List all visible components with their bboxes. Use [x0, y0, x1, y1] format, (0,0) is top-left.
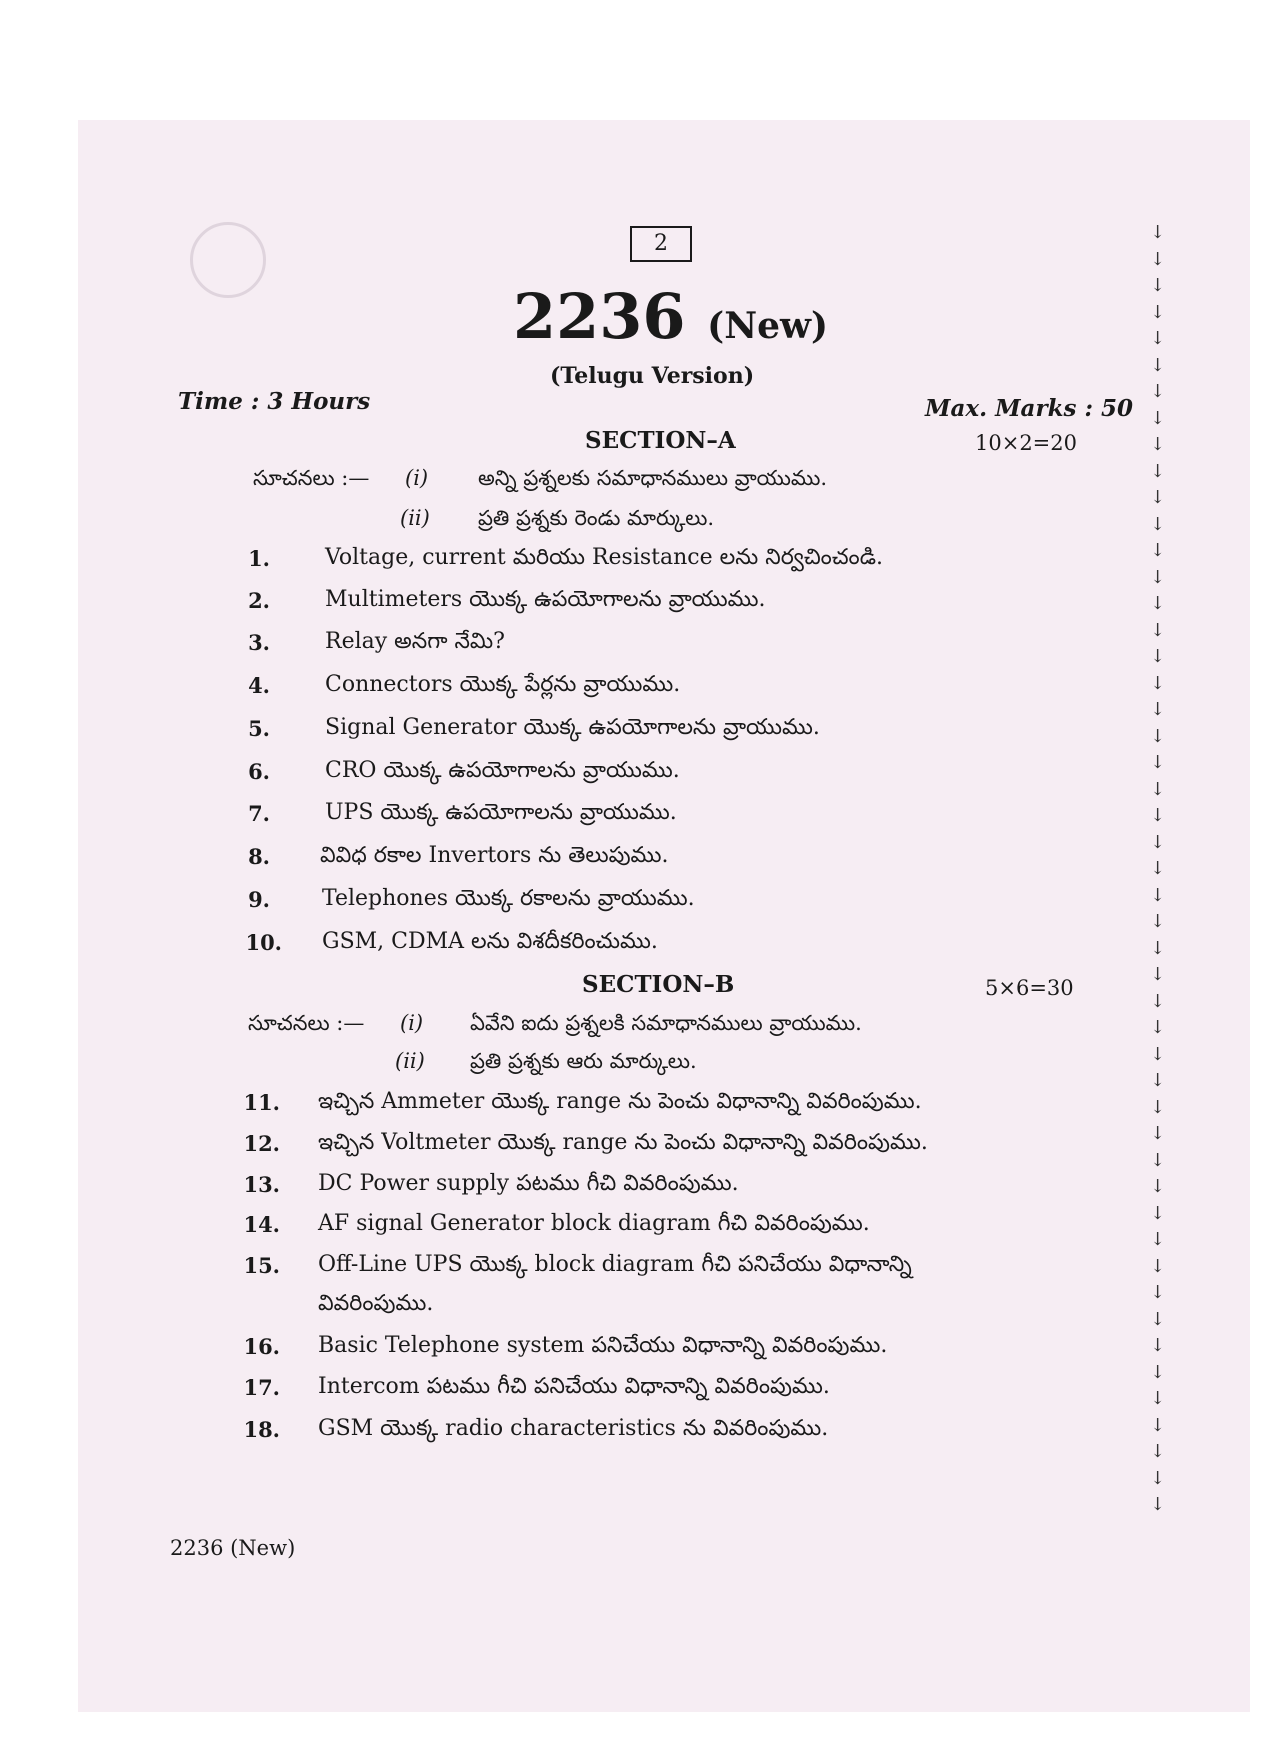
question-text: GSM యొక్క radio characteristics ను వివరింపుము.: [318, 1416, 829, 1441]
question-number: 8.: [248, 844, 270, 869]
down-arrow-icon: ↓: [1150, 1097, 1166, 1118]
version-label: (Telugu Version): [550, 363, 755, 389]
down-arrow-icon: ↓: [1150, 461, 1166, 482]
section-a-note-num: (ii): [400, 506, 430, 530]
section-a-note-text: ప్రతి ప్రశ్నకు రెండు మార్కులు.: [478, 506, 715, 530]
question-number: 3.: [248, 630, 270, 655]
section-a-note-label: సూచనలు :—: [253, 466, 370, 490]
down-arrow-icon: ↓: [1150, 222, 1166, 243]
question-number: 6.: [248, 759, 270, 784]
down-arrow-icon: ↓: [1150, 911, 1166, 932]
section-b-note-label: సూచనలు :—: [248, 1011, 365, 1035]
question-number: 10.: [245, 930, 282, 955]
question-text: Voltage, current మరియు Resistance లను నిర్వచించండి.: [325, 545, 883, 570]
question-text: Multimeters యొక్క ఉపయోగాలను వ్రాయుము.: [325, 587, 766, 612]
down-arrow-icon: ↓: [1150, 302, 1166, 323]
section-b-note-text: ఏవేని ఐదు ప్రశ్నలకి సమాధానములు వ్రాయుము.: [470, 1011, 862, 1035]
down-arrow-icon: ↓: [1150, 1309, 1166, 1330]
down-arrow-icon: ↓: [1150, 567, 1166, 588]
question-text: UPS యొక్క ఉపయోగాలను వ్రాయుము.: [325, 800, 677, 825]
section-b-note-num: (i): [400, 1011, 424, 1035]
down-arrow-icon: ↓: [1150, 1362, 1166, 1383]
down-arrow-icon: ↓: [1150, 699, 1166, 720]
down-arrow-icon: ↓: [1150, 964, 1166, 985]
question-text: Connectors యొక్క పేర్లను వ్రాయుము.: [325, 672, 681, 697]
down-arrow-icon: ↓: [1150, 938, 1166, 959]
question-number: 7.: [248, 801, 270, 826]
down-arrow-icon: ↓: [1150, 1150, 1166, 1171]
section-a-note-text: అన్ని ప్రశ్నలకు సమాధానములు వ్రాయుము.: [478, 466, 828, 490]
down-arrow-icon: ↓: [1150, 620, 1166, 641]
question-number: 15.: [243, 1253, 280, 1278]
down-arrow-icon: ↓: [1150, 408, 1166, 429]
question-text: Off-Line UPS యొక్క block diagram గీచి పనిచేయు విధానాన్ని: [318, 1252, 912, 1277]
down-arrow-icon: ↓: [1150, 1044, 1166, 1065]
question-text: GSM, CDMA లను విశదీకరించుము.: [322, 929, 658, 954]
down-arrow-icon: ↓: [1150, 275, 1166, 296]
question-text: ఇచ్చిన Voltmeter యొక్క range ను పెంచు విధానాన్ని వివరింపుము.: [318, 1130, 928, 1155]
question-number: 12.: [243, 1131, 280, 1156]
down-arrow-icon: ↓: [1150, 1017, 1166, 1038]
page-number: 2: [630, 226, 692, 262]
question-text: Intercom పటము గీచి పనిచేయు విధానాన్ని వివరింపుము.: [318, 1374, 830, 1399]
down-arrow-icon: ↓: [1150, 1229, 1166, 1250]
paper-code: 2236 (New): [513, 280, 829, 353]
question-number: 11.: [243, 1090, 280, 1115]
down-arrow-icon: ↓: [1150, 487, 1166, 508]
question-text: ఇచ్చిన Ammeter యొక్క range ను పెంచు విధానాన్ని వివరింపుము.: [318, 1089, 922, 1114]
question-paper-sheet: [78, 120, 1250, 1712]
question-number: 14.: [243, 1212, 280, 1237]
down-arrow-icon: ↓: [1150, 434, 1166, 455]
down-arrow-icon: ↓: [1150, 673, 1166, 694]
down-arrow-icon: ↓: [1150, 805, 1166, 826]
question-text: Telephones యొక్క రకాలను వ్రాయుము.: [322, 886, 695, 911]
question-number: 13.: [243, 1172, 280, 1197]
down-arrow-icon: ↓: [1150, 1256, 1166, 1277]
section-a-title: SECTION–A: [585, 427, 736, 454]
question-text: DC Power supply పటము గీచి వివరింపుము.: [318, 1171, 739, 1196]
down-arrow-icon: ↓: [1150, 1070, 1166, 1091]
down-arrow-icon: ↓: [1150, 1468, 1166, 1489]
down-arrow-icon: ↓: [1150, 1335, 1166, 1356]
down-arrow-icon: ↓: [1150, 885, 1166, 906]
paper-suffix: (New): [707, 305, 829, 347]
down-arrow-icon: ↓: [1150, 514, 1166, 535]
question-number: 2.: [248, 588, 270, 613]
down-arrow-icon: ↓: [1150, 328, 1166, 349]
section-a-marks: 10×2=20: [975, 431, 1077, 455]
question-number: 16.: [243, 1334, 280, 1359]
down-arrow-icon: ↓: [1150, 1282, 1166, 1303]
time-allowed: Time : 3 Hours: [178, 388, 371, 415]
question-number: 18.: [243, 1417, 280, 1442]
down-arrow-icon: ↓: [1150, 381, 1166, 402]
question-text-continued: వివరింపుము.: [318, 1291, 434, 1316]
question-number: 17.: [243, 1375, 280, 1400]
section-b-note-num: (ii): [395, 1049, 425, 1073]
question-number: 4.: [248, 673, 270, 698]
question-text: Signal Generator యొక్క ఉపయోగాలను వ్రాయుము.: [325, 715, 820, 740]
section-b-marks: 5×6=30: [985, 976, 1074, 1000]
question-text: CRO యొక్క ఉపయోగాలను వ్రాయుము.: [325, 758, 680, 783]
down-arrow-icon: ↓: [1150, 1415, 1166, 1436]
down-arrow-icon: ↓: [1150, 646, 1166, 667]
question-number: 9.: [248, 887, 270, 912]
footer-paper-code: 2236 (New): [170, 1536, 296, 1560]
down-arrow-icon: ↓: [1150, 249, 1166, 270]
section-b-note-text: ప్రతి ప్రశ్నకు ఆరు మార్కులు.: [470, 1049, 697, 1073]
down-arrow-icon: ↓: [1150, 832, 1166, 853]
down-arrow-icon: ↓: [1150, 779, 1166, 800]
down-arrow-icon: ↓: [1150, 1441, 1166, 1462]
down-arrow-icon: ↓: [1150, 1388, 1166, 1409]
max-marks: Max. Marks : 50: [925, 395, 1133, 422]
down-arrow-icon: ↓: [1150, 1176, 1166, 1197]
question-text: Basic Telephone system పనిచేయు విధానాన్ని వివరింపుము.: [318, 1333, 888, 1358]
down-arrow-icon: ↓: [1150, 1123, 1166, 1144]
section-a-note-num: (i): [405, 466, 429, 490]
question-text: వివిధ రకాల Invertors ను తెలుపుము.: [320, 843, 669, 868]
question-text: Relay అనగా నేమి?: [325, 629, 505, 654]
down-arrow-icon: ↓: [1150, 726, 1166, 747]
down-arrow-icon: ↓: [1150, 593, 1166, 614]
down-arrow-icon: ↓: [1150, 1494, 1166, 1515]
down-arrow-icon: ↓: [1150, 355, 1166, 376]
question-number: 5.: [248, 716, 270, 741]
down-arrow-icon: ↓: [1150, 1203, 1166, 1224]
down-arrow-icon: ↓: [1150, 858, 1166, 879]
down-arrow-icon: ↓: [1150, 540, 1166, 561]
question-text: AF signal Generator block diagram గీచి వివరింపుము.: [318, 1211, 870, 1236]
down-arrow-icon: ↓: [1150, 752, 1166, 773]
section-b-title: SECTION–B: [582, 971, 735, 998]
bleed-through-circle: [190, 222, 266, 298]
down-arrow-icon: ↓: [1150, 991, 1166, 1012]
question-number: 1.: [248, 546, 270, 571]
